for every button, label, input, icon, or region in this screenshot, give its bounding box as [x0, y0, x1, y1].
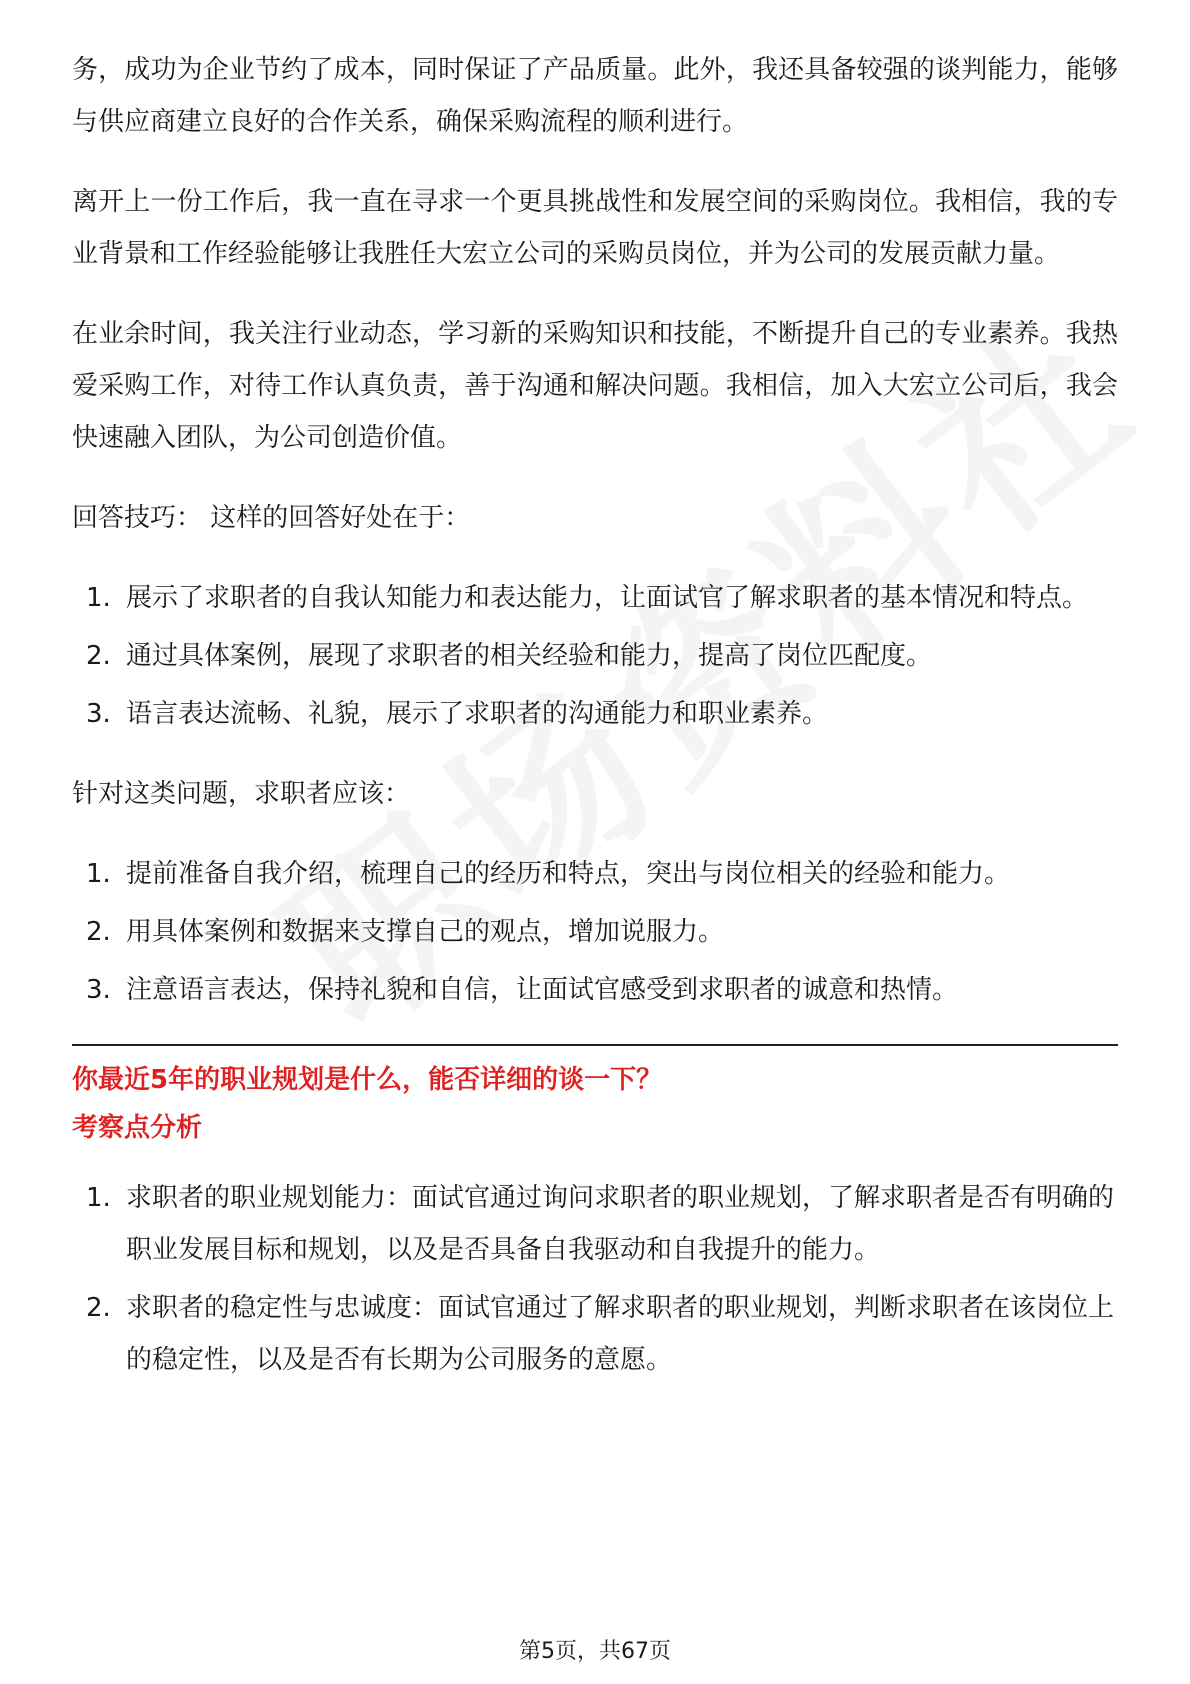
paragraph-1: 务，成功为企业节约了成本，同时保证了产品质量。此外，我还具备较强的谈判能力，能够与供应商建立良好的合作关系，确保采购流程的顺利进行。 — [72, 55, 1118, 137]
list-item: 1. 提前准备自我介绍，梳理自己的经历和特点，突出与岗位相关的经验和能力。 — [86, 859, 1011, 889]
list-item: 2. 通过具体案例，展现了求职者的相关经验和能力，提高了岗位匹配度。 — [86, 641, 933, 671]
list-item: 2. 用具体案例和数据来支撑自己的观点，增加说服力。 — [86, 917, 725, 947]
analysis-list — [72, 1172, 1118, 1386]
question-title: 你最近5年的职业规划是什么，能否详细的谈一下？ — [72, 1065, 663, 1095]
list-item: 1. 展示了求职者的自我认知能力和表达能力，让面试官了解求职者的基本情况和特点。 — [86, 583, 1089, 613]
list-item: 3. 注意语言表达，保持礼貌和自信，让面试官感受到求职者的诚意和热情。 — [86, 975, 959, 1005]
document-body — [72, 44, 1118, 1414]
tips-heading: 回答技巧： 这样的回答好处在于： — [72, 503, 471, 533]
analysis-title: 考察点分析 — [72, 1113, 203, 1143]
list-item: 1. 求职者的职业规划能力：面试官通过询问求职者的职业规划，了解求职者是否有明确的职业发展目标和规划，以及是否具备自我驱动和自我提升的能力。 — [86, 1183, 1115, 1265]
should-list — [72, 848, 1118, 1016]
tips-list — [72, 572, 1118, 740]
should-heading: 针对这类问题，求职者应该： — [72, 779, 411, 809]
section-divider — [72, 1044, 1118, 1046]
list-item: 2. 求职者的稳定性与忠诚度：面试官通过了解求职者的职业规划，判断求职者在该岗位上的稳定性，以及是否有长期为公司服务的意愿。 — [86, 1293, 1115, 1375]
paragraph-3: 在业余时间，我关注行业动态，学习新的采购知识和技能，不断提升自己的专业素养。我热爱采购工作，对待工作认真负责，善于沟通和解决问题。我相信，加入大宏立公司后，我会快速融入团队，为公司创造价值。 — [72, 319, 1118, 453]
list-item: 3. 语言表达流畅、礼貌，展示了求职者的沟通能力和职业素养。 — [86, 699, 829, 729]
paragraph-2: 离开上一份工作后，我一直在寻求一个更具挑战性和发展空间的采购岗位。我相信，我的专业背景和工作经验能够让我胜任大宏立公司的采购员岗位，并为公司的发展贡献力量。 — [72, 187, 1118, 269]
page-footer: 第5页，共67页 — [519, 1639, 671, 1664]
